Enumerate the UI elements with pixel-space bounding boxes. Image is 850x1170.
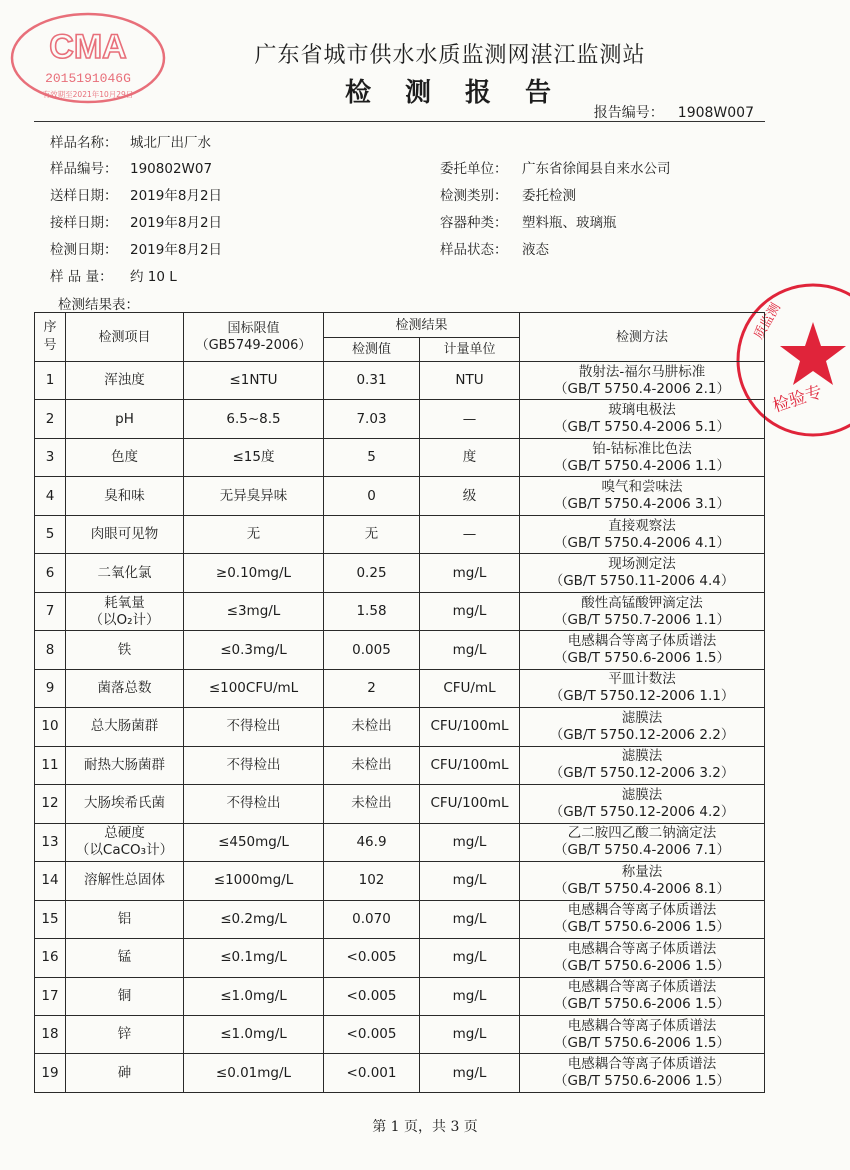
cell-seq: 9 [35,669,66,707]
cell-limit: ≤0.01mg/L [184,1054,324,1093]
cell-limit: ≤100CFU/mL [184,669,324,707]
cell-seq: 16 [35,939,66,977]
cell-unit: mg/L [420,939,520,977]
cell-item [66,746,184,784]
table-row [35,477,765,515]
method-name: 电感耦合等离子体质谱法 [567,1056,717,1073]
table-row [35,939,765,977]
cell-value: <0.005 [324,1015,420,1053]
info-label: 送样日期： [50,188,118,204]
cell-value: 0.31 [324,362,420,400]
method-name: 滤膜法 [621,786,663,803]
method-standard: （GB/T 5750.12-2006 2.2） [549,726,735,743]
cell-method [520,669,765,707]
cell-seq: 17 [35,977,66,1015]
cell-method [520,362,765,400]
cell-item [66,554,184,592]
cell-value: 7.03 [324,400,420,438]
cell-unit: CFU/mL [420,669,520,707]
cell-value: <0.005 [324,939,420,977]
method-name: 现场测定法 [608,556,676,573]
cell-unit: mg/L [420,977,520,1015]
info-label: 接样日期： [50,215,118,231]
cell-value: 5 [324,438,420,476]
cell-item [66,939,184,977]
method-name: 电感耦合等离子体质谱法 [567,979,717,996]
table-row [35,862,765,900]
info-value: 城北厂出厂水 [130,135,211,151]
method-standard: （GB/T 5750.4-2006 3.1） [553,496,731,513]
cell-item [66,438,184,476]
info-value: 约 10 L [130,269,177,285]
method-name: 乙二胺四乙酸二钠滴定法 [567,825,717,842]
table-row [35,785,765,823]
cell-unit: mg/L [420,1015,520,1053]
cell-unit: CFU/100mL [420,785,520,823]
svg-text:质监测: 质监测 [751,300,784,342]
cell-seq: 18 [35,1015,66,1053]
info-container [440,211,617,231]
cell-method [520,862,765,900]
info-value: 委托检测 [522,188,576,204]
info-value: 2019年8月2日 [130,188,223,204]
table-row [35,1054,765,1093]
cell-limit: ≤450mg/L [184,823,324,861]
item-name: 砷 [117,1064,132,1081]
info-sample-number [50,157,212,177]
cell-limit: 无 [184,515,324,553]
item-name: 总大肠菌群 [90,718,159,735]
cell-item [66,900,184,938]
item-name: 铜 [117,987,132,1004]
method-standard: （GB/T 5750.7-2006 1.1） [553,611,731,628]
method-name: 平皿计数法 [608,671,676,688]
cell-method [520,785,765,823]
table-row [35,977,765,1015]
cell-seq: 13 [35,823,66,861]
table-row [35,554,765,592]
method-name: 直接观察法 [608,517,676,534]
item-name: 大肠埃希氏菌 [84,795,165,812]
cell-value: <0.001 [324,1054,420,1093]
info-client [440,157,671,177]
cell-item [66,708,184,746]
cell-value: 1.58 [324,592,420,630]
method-standard: （GB/T 5750.6-2006 1.5） [553,650,731,667]
cell-value: 46.9 [324,823,420,861]
table-row [35,631,765,669]
cell-item [66,862,184,900]
cell-method [520,1015,765,1053]
cell-method [520,939,765,977]
cell-value: 未检出 [324,708,420,746]
item-basis: （以CaCO₃计） [75,842,174,859]
item-name: 总硬度 [104,825,145,842]
item-name: 臭和味 [104,487,145,504]
method-standard: （GB/T 5750.4-2006 4.1） [553,534,731,551]
method-standard: （GB/T 5750.4-2006 1.1） [553,457,731,474]
method-name: 电感耦合等离子体质谱法 [567,1017,717,1034]
item-name: 锌 [117,1026,132,1043]
svg-text:CMA: CMA [49,28,127,66]
item-name: 铁 [117,641,132,658]
cell-item [66,977,184,1015]
cell-seq: 11 [35,746,66,784]
cell-method [520,477,765,515]
header-method: 检测方法 [520,313,765,362]
method-standard: （GB/T 5750.4-2006 5.1） [553,419,731,436]
info-sent-date [50,184,222,204]
report-number [594,102,754,122]
method-standard: （GB/T 5750.4-2006 8.1） [553,880,731,897]
cell-method [520,708,765,746]
cell-method [520,515,765,553]
item-name: 耐热大肠菌群 [84,756,165,773]
info-sample-name [50,131,211,151]
header-value: 检测值 [324,338,420,362]
cell-unit: mg/L [420,592,520,630]
cell-seq: 6 [35,554,66,592]
cell-limit: 不得检出 [184,785,324,823]
method-standard: （GB/T 5750.6-2006 1.5） [553,957,731,974]
info-received-date [50,211,222,231]
header-item: 检测项目 [66,313,184,362]
item-name: 锰 [117,949,132,966]
method-standard: （GB/T 5750.12-2006 3.2） [549,765,735,782]
cell-limit: 6.5~8.5 [184,400,324,438]
method-name: 称量法 [621,863,663,880]
cell-unit: mg/L [420,631,520,669]
organization-title: 广东省城市供水水质监测网湛江监测站 [254,43,646,68]
cell-seq: 8 [35,631,66,669]
table-row [35,438,765,476]
cell-method [520,977,765,1015]
cell-unit: — [420,515,520,553]
cell-unit: mg/L [420,1054,520,1093]
info-label: 样品状态： [440,242,508,258]
info-label: 样品名称： [50,135,118,151]
results-table [34,312,765,1093]
svg-text:检验专: 检验专 [770,381,826,417]
cell-unit: 度 [420,438,520,476]
cell-method [520,554,765,592]
info-value: 液态 [522,242,549,258]
cell-value: <0.005 [324,977,420,1015]
method-standard: （GB/T 5750.6-2006 1.5） [553,996,731,1013]
cell-limit: ≤15度 [184,438,324,476]
method-name: 滤膜法 [621,748,663,765]
method-name: 滤膜法 [621,709,663,726]
method-name: 酸性高锰酸钾滴定法 [581,594,703,611]
cell-limit: ≤1NTU [184,362,324,400]
method-name: 嗅气和尝味法 [601,479,683,496]
results-caption: 检测结果表： [58,297,139,313]
cell-method [520,823,765,861]
cell-item [66,785,184,823]
svg-text:有效期至2021年10月29日: 有效期至2021年10月29日 [42,90,134,99]
cell-value: 未检出 [324,785,420,823]
table-row [35,515,765,553]
cell-seq: 12 [35,785,66,823]
method-name: 电感耦合等离子体质谱法 [567,940,717,957]
header-rule [34,121,765,122]
method-name: 散射法-福尔马肼标准 [578,363,706,380]
svg-text:2015191046G: 2015191046G [45,71,131,86]
method-name: 电感耦合等离子体质谱法 [567,633,717,650]
info-label: 委托单位： [440,161,508,177]
info-value: 2019年8月2日 [130,215,223,231]
cell-seq: 15 [35,900,66,938]
cell-seq: 19 [35,1054,66,1093]
cell-limit: 不得检出 [184,708,324,746]
cell-unit: mg/L [420,862,520,900]
cell-unit: mg/L [420,900,520,938]
cell-seq: 2 [35,400,66,438]
cell-unit: 级 [420,477,520,515]
cell-value: 0.070 [324,900,420,938]
cell-method [520,631,765,669]
cell-item [66,592,184,630]
header-limit-line2: （GB5749-2006） [195,338,312,353]
cell-limit: ≤0.2mg/L [184,900,324,938]
method-standard: （GB/T 5750.4-2006 2.1） [553,380,731,397]
header-unit: 计量单位 [420,338,520,362]
item-name: 菌落总数 [97,679,152,696]
info-label: 检测类别： [440,188,508,204]
cell-method [520,400,765,438]
item-name: pH [115,410,134,427]
cell-method [520,1054,765,1093]
method-name: 铂-钴标准比色法 [592,440,692,457]
document-title: 检测报告 [344,78,585,108]
method-standard: （GB/T 5750.11-2006 4.4） [549,573,735,590]
table-row [35,900,765,938]
info-value: 2019年8月2日 [130,242,223,258]
item-name: 二氧化氯 [97,564,152,581]
info-value: 190802W07 [130,161,213,177]
cell-value: 无 [324,515,420,553]
table-row [35,1015,765,1053]
item-name: 浑浊度 [104,372,145,389]
cell-value: 0.005 [324,631,420,669]
method-standard: （GB/T 5750.4-2006 7.1） [553,842,731,859]
info-state [440,238,549,258]
cell-value: 未检出 [324,746,420,784]
header-seq: 序号 [35,313,66,362]
cell-method [520,746,765,784]
info-label: 样 品 量： [50,269,113,285]
cell-limit: ≤1.0mg/L [184,977,324,1015]
info-value: 广东省徐闻县自来水公司 [522,161,671,177]
page-footer: 第 1 页，共 3 页 [372,1119,478,1135]
cell-method [520,900,765,938]
method-standard: （GB/T 5750.12-2006 1.1） [549,688,735,705]
cell-limit: ≤3mg/L [184,592,324,630]
method-standard: （GB/T 5750.6-2006 1.5） [553,919,731,936]
item-name: 铝 [117,910,132,927]
cell-item [66,669,184,707]
report-number-label: 报告编号： [593,105,664,121]
cell-value: 2 [324,669,420,707]
cell-value: 102 [324,862,420,900]
header-result: 检测结果 [324,313,520,338]
cell-item [66,400,184,438]
cell-limit: ≤0.3mg/L [184,631,324,669]
info-value: 塑料瓶、玻璃瓶 [522,215,617,231]
item-name: 肉眼可见物 [90,526,159,543]
info-tested-date [50,238,222,258]
cell-unit: mg/L [420,823,520,861]
table-row [35,362,765,400]
info-label: 检测日期： [50,242,118,258]
table-row [35,823,765,861]
cell-seq: 1 [35,362,66,400]
method-standard: （GB/T 5750.6-2006 1.5） [553,1034,731,1051]
cell-item [66,631,184,669]
table-row [35,400,765,438]
cell-unit: mg/L [420,554,520,592]
cell-seq: 14 [35,862,66,900]
table-row [35,746,765,784]
report-number-value: 1908W007 [677,105,754,121]
cell-seq: 3 [35,438,66,476]
table-row [35,708,765,746]
cell-item [66,515,184,553]
method-name: 玻璃电极法 [608,402,676,419]
info-label: 容器种类： [440,215,508,231]
cell-value: 0.25 [324,554,420,592]
info-quantity [50,265,177,285]
cell-limit: ≤1.0mg/L [184,1015,324,1053]
cell-limit: 无异臭异味 [184,477,324,515]
cell-seq: 4 [35,477,66,515]
item-name: 耗氧量 [104,594,145,611]
cell-limit: ≥0.10mg/L [184,554,324,592]
cell-unit: CFU/100mL [420,746,520,784]
cell-unit: CFU/100mL [420,708,520,746]
cell-item [66,1015,184,1053]
table-row [35,669,765,707]
cell-limit: 不得检出 [184,746,324,784]
cell-limit: ≤1000mg/L [184,862,324,900]
cell-unit: — [420,400,520,438]
cell-limit: ≤0.1mg/L [184,939,324,977]
item-basis: （以O₂计） [89,611,160,628]
cell-unit: NTU [420,362,520,400]
header-limit-line1: 国标限值 [227,321,280,336]
cell-item [66,1054,184,1093]
cell-seq: 10 [35,708,66,746]
cell-seq: 5 [35,515,66,553]
cell-seq: 7 [35,592,66,630]
cell-item [66,823,184,861]
method-standard: （GB/T 5750.12-2006 4.2） [549,803,735,820]
method-standard: （GB/T 5750.6-2006 1.5） [553,1073,731,1090]
cell-method [520,592,765,630]
header-limit [184,313,324,362]
table-row [35,592,765,630]
item-name: 溶解性总固体 [84,872,165,889]
cell-value: 0 [324,477,420,515]
cell-item [66,477,184,515]
method-name: 电感耦合等离子体质谱法 [567,902,717,919]
item-name: 色度 [111,449,138,466]
info-category [440,184,576,204]
cell-item [66,362,184,400]
cell-method [520,438,765,476]
info-label: 样品编号： [50,161,118,177]
